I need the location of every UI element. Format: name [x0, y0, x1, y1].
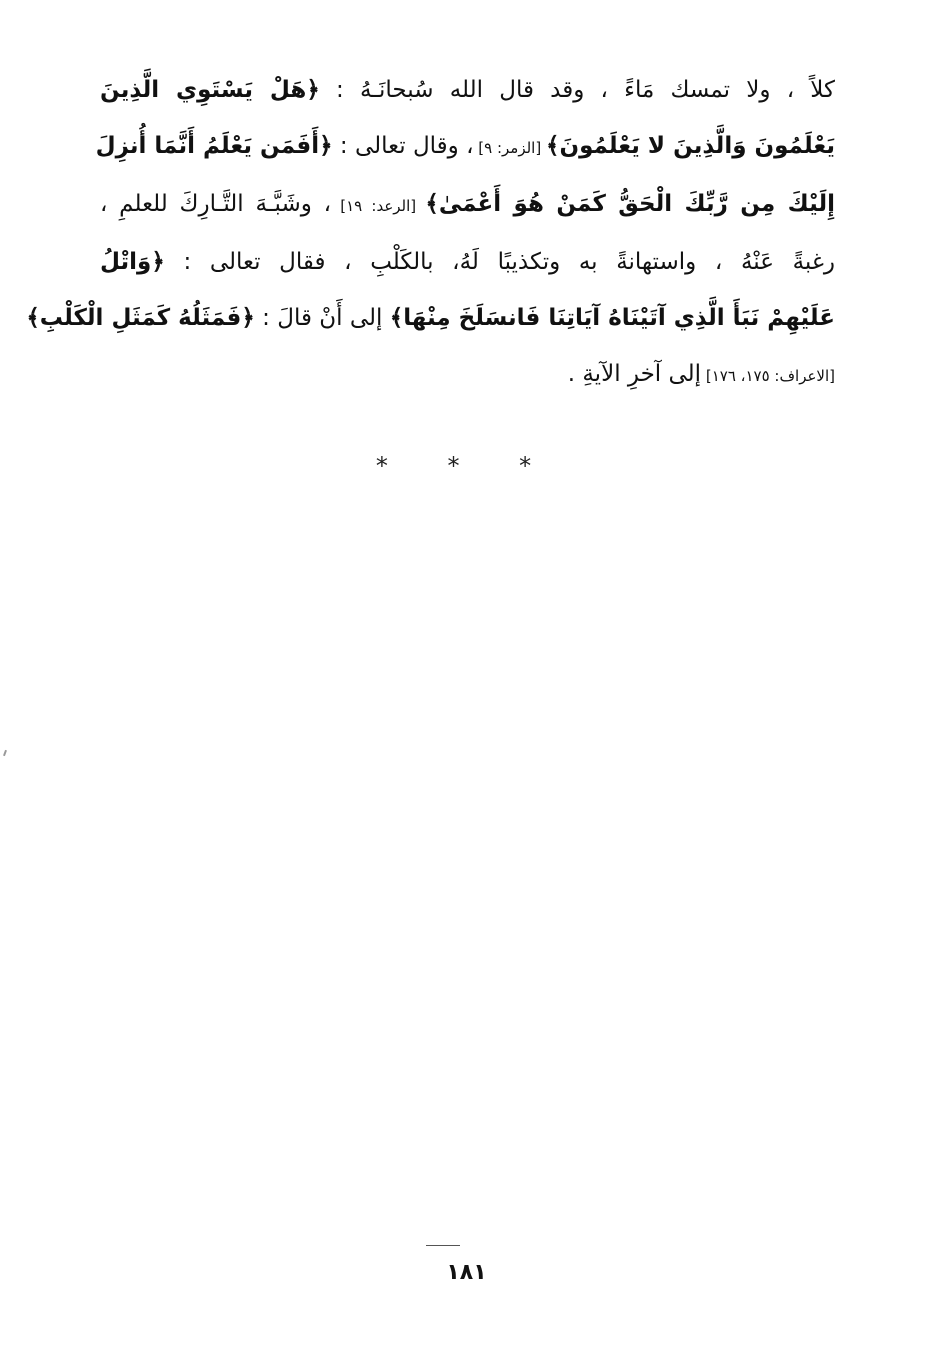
- text-segment: ، وقال تعالى :: [332, 133, 474, 159]
- scan-speck: [3, 750, 7, 756]
- quran-quote: ﴿هَلْ يَسْتَوِي الَّذِينَ: [100, 77, 320, 103]
- surah-reference: [الاعراف: ١٧٥، ١٧٦]: [701, 367, 835, 385]
- text-segment: إلى أَنْ قالَ :: [254, 305, 390, 331]
- section-separator: * * *: [375, 452, 558, 480]
- text-segment: إلى آخرِ الآيةِ .: [567, 361, 702, 387]
- quran-quote: ﴿فَمَثَلُهُ كَمَثَلِ الْكَلْبِ﴾: [26, 305, 255, 331]
- quran-quote: يَعْلَمُونَ وَالَّذِينَ لا يَعْلَمُونَ﴾: [545, 133, 835, 159]
- quran-quote: إِلَيْكَ مِن رَّبِّكَ الْحَقُّ كَمَنْ هُوَ أَعْمَىٰ﴾: [425, 191, 835, 217]
- text-line: [100, 234, 835, 290]
- body-paragraph: [26, 62, 835, 404]
- text-line: [26, 290, 835, 346]
- text-line: [100, 346, 835, 404]
- text-line: [95, 118, 835, 176]
- footer-rule: [426, 1245, 460, 1246]
- quran-quote: ﴿أَفَمَن يَعْلَمُ أَنَّمَا أُنزِلَ: [95, 133, 333, 159]
- quran-quote: عَلَيْهِمْ نَبَأَ الَّذِي آتَيْنَاهُ آيَاتِنَا فَانسَلَخَ مِنْهَا﴾: [389, 305, 835, 331]
- text-line: [100, 62, 835, 118]
- surah-reference: [الزمر: ٩]: [473, 139, 546, 157]
- page-number: ١٨١: [446, 1260, 487, 1285]
- surah-reference: [الرعد: ١٩]: [331, 197, 426, 215]
- text-segment: كلاً ، ولا تمسك مَاءً ، وقد قال الله سُبحانَـهُ :: [319, 77, 835, 103]
- quran-quote: ﴿وَاتْلُ: [100, 249, 165, 275]
- text-segment: ، وشَبَّـهَ التَّـارِكَ للعلمِ ،: [100, 191, 331, 217]
- text-segment: رغبةً عَنْهُ ، واستهانةً به وتكذيبًا لَهُ، بالكَلْبِ ، فقال تعالى :: [164, 249, 835, 275]
- text-line: [100, 176, 835, 234]
